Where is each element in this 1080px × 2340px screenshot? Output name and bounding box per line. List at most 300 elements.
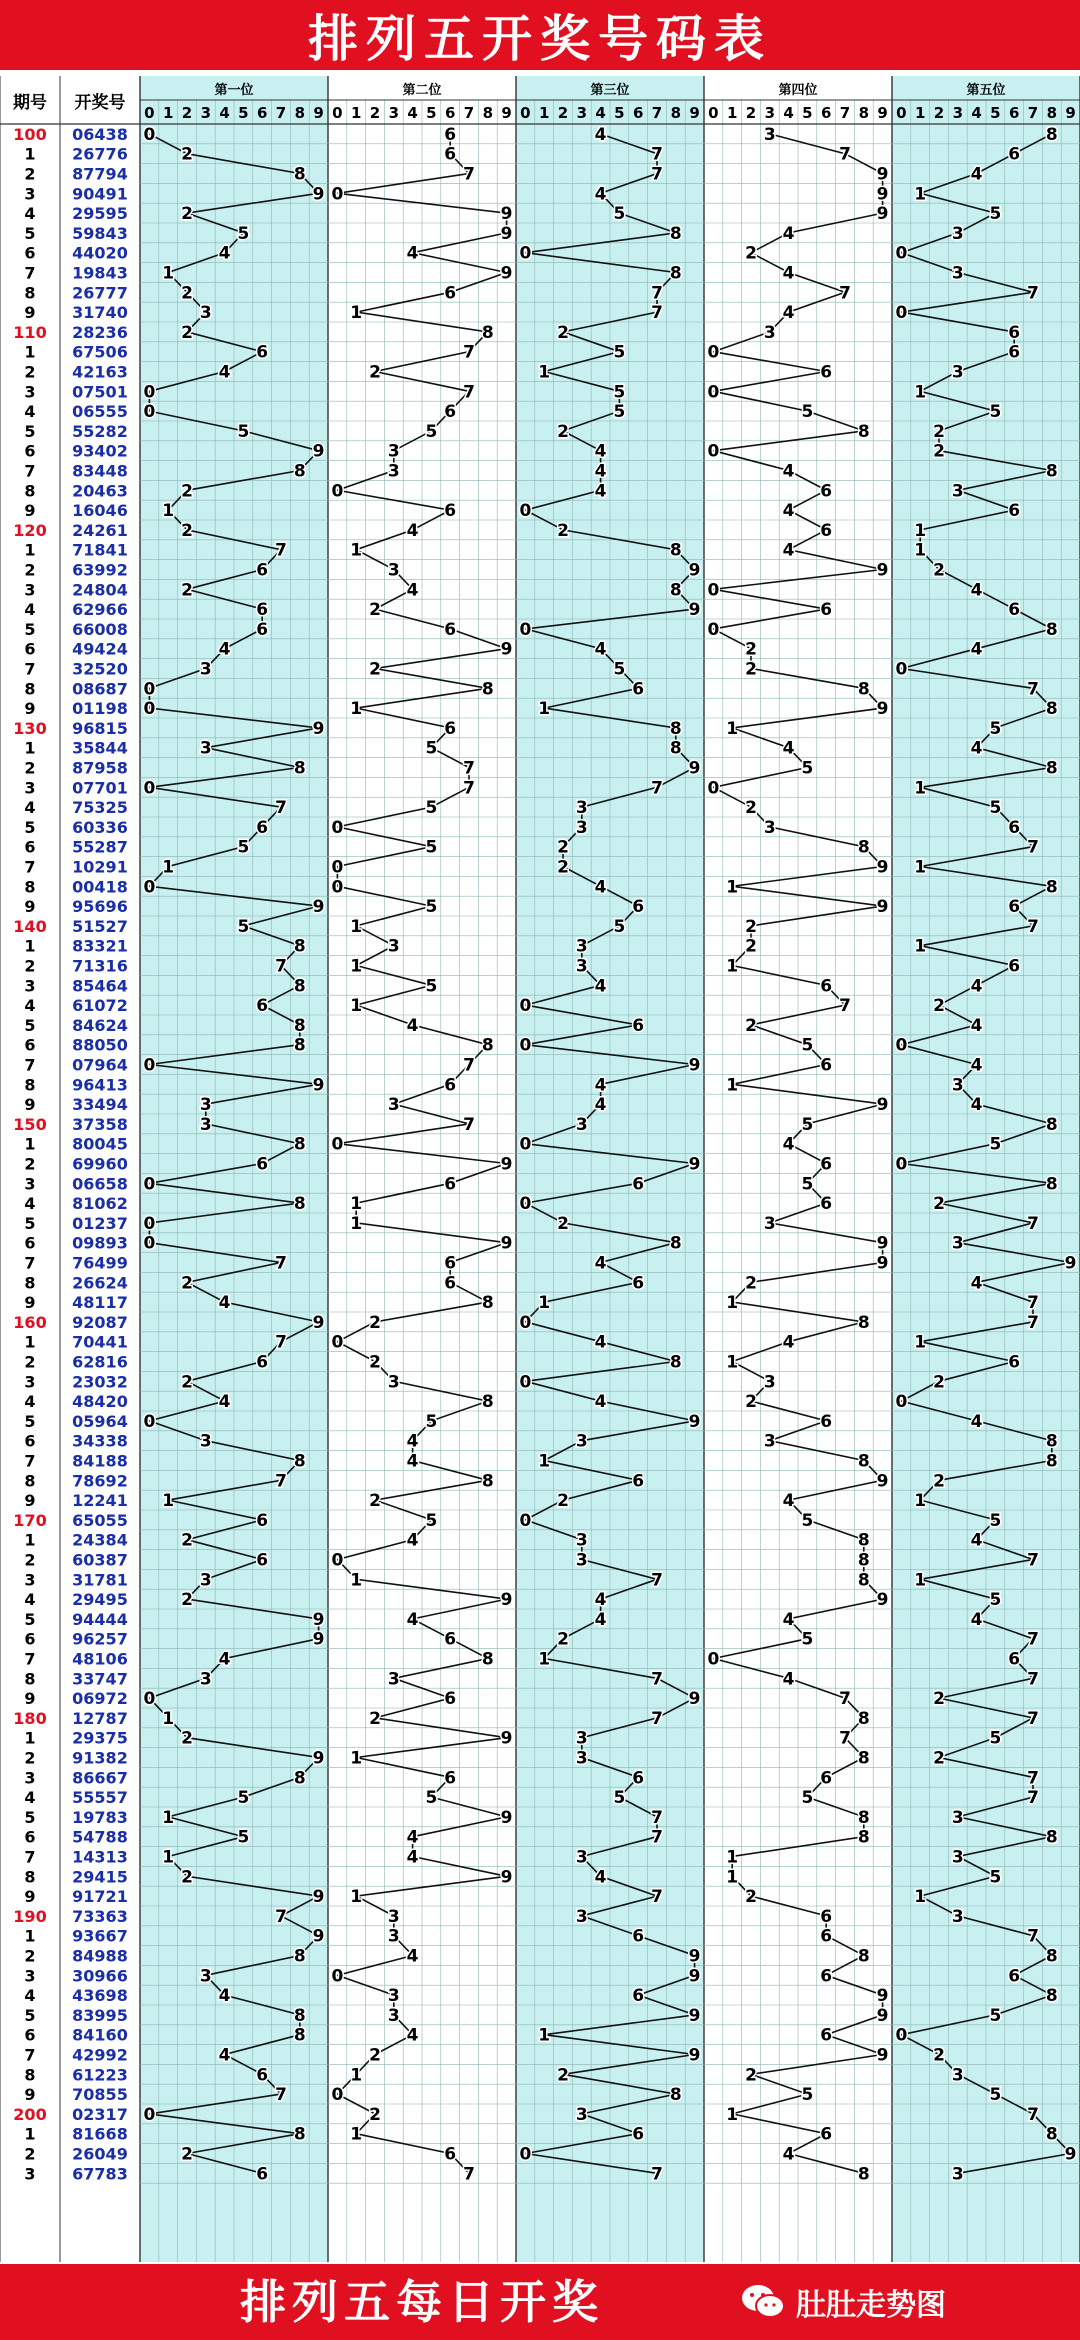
digit-marker: 2 (745, 1015, 757, 1036)
digit-header: 4 (407, 104, 418, 122)
draw-number: 42992 (72, 2045, 128, 2065)
digit-marker: 3 (199, 1095, 212, 1116)
digit-marker: 2 (933, 2045, 945, 2066)
digit-marker: 1 (914, 184, 927, 205)
digit-marker: 1 (726, 1293, 739, 1314)
digit-marker: 1 (914, 1332, 927, 1353)
draw-number: 93667 (72, 1926, 128, 1946)
position-header: 第三位 (590, 83, 630, 98)
period-label: 9 (24, 501, 36, 521)
period-label: 7 (24, 1253, 36, 1273)
digit-marker: 5 (801, 402, 814, 423)
digit-marker: 0 (331, 857, 344, 878)
digit-marker: 6 (256, 2065, 269, 2086)
digit-marker: 7 (839, 283, 851, 304)
digit-marker: 5 (801, 1788, 814, 1809)
draw-number: 54788 (72, 1827, 128, 1847)
draw-number: 01198 (72, 699, 128, 719)
digit-marker: 7 (839, 996, 851, 1017)
draw-number: 24384 (72, 1530, 128, 1550)
digit-marker: 4 (970, 1273, 983, 1294)
draw-number: 62966 (72, 600, 128, 620)
digit-header: 8 (1046, 104, 1058, 122)
digit-marker: 5 (425, 798, 438, 819)
draw-number: 33494 (72, 1095, 128, 1115)
period-label: 9 (24, 303, 36, 323)
digit-marker: 5 (989, 204, 1002, 225)
digit-marker: 6 (632, 679, 645, 700)
digit-marker: 4 (594, 461, 607, 482)
digit-header: 0 (520, 104, 531, 122)
digit-marker: 6 (632, 1015, 645, 1036)
draw-number: 16046 (72, 501, 128, 521)
digit-marker: 1 (538, 1451, 551, 1472)
digit-marker: 7 (1027, 1293, 1039, 1314)
digit-marker: 8 (857, 679, 870, 700)
period-label: 1 (24, 144, 36, 164)
draw-number: 92087 (72, 1312, 128, 1332)
digit-marker: 0 (519, 1372, 532, 1393)
digit-marker: 6 (1008, 1352, 1021, 1373)
digit-marker: 5 (237, 837, 250, 858)
digit-marker: 5 (613, 204, 626, 225)
digit-marker: 8 (1045, 2124, 1058, 2145)
digit-marker: 8 (481, 1392, 494, 1413)
digit-marker: 1 (350, 1748, 363, 1769)
digit-marker: 0 (143, 1213, 156, 1234)
digit-marker: 2 (369, 1708, 381, 1729)
digit-marker: 3 (387, 1669, 400, 1690)
digit-marker: 6 (820, 1411, 833, 1432)
period-label: 8 (24, 1471, 36, 1491)
digit-marker: 7 (651, 1827, 663, 1848)
digit-marker: 6 (632, 1273, 645, 1294)
digit-marker: 4 (406, 1827, 419, 1848)
draw-number: 70441 (72, 1332, 128, 1352)
digit-marker: 4 (594, 1253, 607, 1274)
digit-marker: 0 (331, 184, 344, 205)
draw-number: 94444 (72, 1609, 128, 1629)
digit-marker: 1 (350, 1213, 363, 1234)
digit-marker: 4 (406, 1946, 419, 1967)
digit-marker: 4 (406, 1431, 419, 1452)
digit-marker: 1 (726, 1867, 739, 1888)
digit-marker: 8 (293, 461, 306, 482)
digit-marker: 6 (820, 2124, 833, 2145)
digit-marker: 9 (876, 204, 889, 225)
digit-marker: 7 (1027, 1550, 1039, 1571)
digit-marker: 3 (199, 738, 212, 759)
digit-marker: 2 (557, 421, 569, 442)
digit-marker: 6 (820, 1194, 833, 1215)
digit-marker: 8 (669, 2085, 682, 2106)
digit-marker: 6 (820, 976, 833, 997)
digit-header: 3 (952, 104, 964, 122)
digit-marker: 7 (651, 144, 663, 165)
digit-marker: 9 (312, 718, 325, 739)
digit-marker: 5 (425, 1788, 438, 1809)
digit-marker: 9 (312, 441, 325, 462)
digit-marker: 2 (369, 1491, 381, 1512)
digit-marker: 9 (876, 1590, 889, 1611)
digit-marker: 4 (782, 2144, 795, 2165)
digit-marker: 2 (181, 1728, 193, 1749)
digit-header: 9 (313, 104, 324, 122)
digit-marker: 5 (801, 1629, 814, 1650)
digit-marker: 5 (425, 1510, 438, 1531)
digit-header: 5 (614, 104, 625, 122)
draw-number: 63992 (72, 560, 128, 580)
digit-marker: 9 (876, 560, 889, 581)
digit-marker: 5 (613, 342, 626, 363)
digit-marker: 7 (1027, 837, 1039, 858)
digit-marker: 9 (500, 204, 513, 225)
digit-marker: 6 (820, 1055, 833, 1076)
digit-marker: 7 (1027, 1768, 1039, 1789)
draw-number: 66008 (72, 619, 128, 639)
digit-marker: 7 (651, 778, 663, 799)
period-label: 8 (24, 283, 36, 303)
digit-marker: 6 (1008, 1966, 1021, 1987)
digit-marker: 3 (199, 303, 212, 324)
digit-marker: 8 (857, 421, 870, 442)
digit-marker: 9 (688, 1411, 701, 1432)
period-label: 6 (24, 243, 36, 263)
digit-marker: 1 (726, 2104, 739, 2125)
digit-marker: 8 (857, 1530, 870, 1551)
draw-number: 81062 (72, 1194, 128, 1214)
digit-marker: 5 (237, 421, 250, 442)
digit-header: 5 (426, 104, 437, 122)
digit-marker: 1 (914, 1570, 927, 1591)
digit-marker: 2 (369, 1352, 381, 1373)
period-label: 120 (13, 520, 47, 540)
digit-marker: 2 (369, 1312, 381, 1333)
digit-marker: 5 (425, 897, 438, 918)
period-label: 3 (24, 184, 36, 204)
digit-marker: 7 (1027, 1708, 1039, 1729)
digit-marker: 4 (406, 1609, 419, 1630)
digit-marker: 6 (256, 2164, 269, 2185)
digit-marker: 9 (312, 1887, 325, 1908)
digit-marker: 8 (293, 2124, 306, 2145)
digit-marker: 0 (143, 877, 156, 898)
period-label: 7 (24, 1649, 36, 1669)
draw-number: 96413 (72, 1075, 128, 1095)
digit-marker: 0 (895, 2025, 908, 2046)
draw-number: 24804 (72, 580, 128, 600)
digit-marker: 4 (406, 1530, 419, 1551)
draw-number: 65055 (72, 1510, 128, 1530)
digit-marker: 4 (970, 1055, 983, 1076)
digit-marker: 0 (895, 1154, 908, 1175)
draw-number: 71316 (72, 956, 128, 976)
digit-marker: 4 (218, 2045, 231, 2066)
digit-marker: 6 (444, 1075, 457, 1096)
draw-number: 44020 (72, 243, 128, 263)
digit-marker: 1 (350, 1570, 363, 1591)
draw-number: 83448 (72, 461, 128, 481)
digit-header: 6 (444, 104, 456, 122)
period-label: 170 (13, 1510, 47, 1530)
digit-marker: 8 (481, 1035, 494, 1056)
digit-marker: 3 (199, 1570, 212, 1591)
draw-number: 19843 (72, 263, 128, 283)
digit-marker: 3 (575, 817, 588, 838)
draw-number: 84624 (72, 1015, 128, 1035)
digit-header: 2 (557, 104, 569, 122)
digit-marker: 6 (256, 996, 269, 1017)
digit-marker: 3 (951, 263, 964, 284)
digit-marker: 9 (312, 1609, 325, 1630)
digit-marker: 9 (876, 184, 889, 205)
digit-marker: 9 (312, 1312, 325, 1333)
draw-number: 30966 (72, 1966, 128, 1986)
digit-marker: 2 (181, 322, 193, 343)
digit-marker: 5 (237, 1827, 250, 1848)
digit-marker: 8 (1045, 461, 1058, 482)
period-label: 3 (24, 580, 36, 600)
digit-marker: 4 (594, 124, 607, 145)
digit-marker: 6 (444, 402, 457, 423)
digit-marker: 3 (575, 2104, 588, 2125)
digit-marker: 9 (876, 857, 889, 878)
digit-marker: 9 (312, 1748, 325, 1769)
draw-number: 67506 (72, 342, 128, 362)
digit-marker: 0 (707, 342, 720, 363)
digit-marker: 1 (162, 1708, 175, 1729)
digit-marker: 8 (1045, 1827, 1058, 1848)
digit-marker: 4 (594, 1609, 607, 1630)
period-label: 2 (24, 2144, 36, 2164)
digit-marker: 8 (669, 738, 682, 759)
digit-marker: 6 (256, 1510, 269, 1531)
digit-marker: 3 (951, 1906, 964, 1927)
digit-marker: 4 (782, 540, 795, 561)
digit-marker: 6 (1008, 817, 1021, 838)
digit-marker: 3 (575, 1906, 588, 1927)
period-label: 9 (24, 699, 36, 719)
digit-marker: 6 (632, 1471, 645, 1492)
digit-header: 6 (1008, 104, 1020, 122)
digit-marker: 0 (331, 1966, 344, 1987)
draw-number: 62816 (72, 1352, 128, 1372)
digit-marker: 6 (820, 481, 833, 502)
digit-marker: 8 (857, 2164, 870, 2185)
digit-header: 0 (332, 104, 343, 122)
position-header: 第四位 (778, 83, 818, 98)
digit-header: 5 (990, 104, 1001, 122)
digit-marker: 7 (651, 1570, 663, 1591)
period-label: 2 (24, 1748, 36, 1768)
digit-marker: 0 (331, 2085, 344, 2106)
digit-marker: 6 (1008, 956, 1021, 977)
digit-header: 4 (783, 104, 794, 122)
digit-marker: 5 (801, 1174, 814, 1195)
digit-marker: 1 (726, 1352, 739, 1373)
period-label: 2 (24, 1352, 36, 1372)
digit-header: 0 (708, 104, 719, 122)
digit-header: 2 (369, 104, 381, 122)
digit-header: 8 (482, 104, 494, 122)
digit-marker: 4 (594, 441, 607, 462)
digit-marker: 6 (1008, 342, 1021, 363)
digit-marker: 6 (632, 1986, 645, 2007)
digit-marker: 9 (688, 600, 701, 621)
digit-marker: 3 (387, 2005, 400, 2026)
digit-marker: 6 (820, 2025, 833, 2046)
digit-marker: 7 (1027, 2104, 1039, 2125)
digit-marker: 8 (669, 718, 682, 739)
draw-number: 26777 (72, 283, 128, 303)
digit-marker: 5 (425, 976, 438, 997)
digit-marker: 0 (143, 382, 156, 403)
digit-header: 0 (144, 104, 155, 122)
digit-marker: 3 (951, 481, 964, 502)
digit-marker: 0 (143, 778, 156, 799)
digit-marker: 8 (293, 758, 306, 779)
digit-marker: 6 (444, 1629, 457, 1650)
digit-marker: 5 (989, 1134, 1002, 1155)
digit-marker: 2 (181, 520, 193, 541)
draw-number: 55557 (72, 1788, 128, 1808)
digit-marker: 2 (557, 837, 569, 858)
draw-number: 75325 (72, 798, 128, 818)
digit-marker: 9 (1064, 2144, 1077, 2165)
digit-marker: 4 (406, 1015, 419, 1036)
page-title: 排列五开奖号码表 (308, 9, 772, 68)
digit-marker: 4 (970, 580, 983, 601)
digit-marker: 4 (782, 1609, 795, 1630)
digit-marker: 1 (914, 382, 927, 403)
digit-marker: 5 (613, 916, 626, 937)
period-label: 8 (24, 2065, 36, 2085)
digit-marker: 5 (425, 738, 438, 759)
digit-marker: 1 (914, 778, 927, 799)
period-label: 7 (24, 857, 36, 877)
digit-marker: 7 (839, 144, 851, 165)
draw-number: 91382 (72, 1748, 128, 1768)
digit-marker: 3 (575, 1114, 588, 1135)
digit-marker: 1 (914, 540, 927, 561)
digit-marker: 9 (500, 639, 513, 660)
period-label: 6 (24, 1233, 36, 1253)
period-label: 8 (24, 877, 36, 897)
digit-marker: 3 (199, 1966, 212, 1987)
digit-header: 9 (877, 104, 888, 122)
digit-marker: 8 (857, 837, 870, 858)
digit-marker: 0 (143, 1055, 156, 1076)
digit-marker: 9 (876, 1471, 889, 1492)
digit-marker: 3 (387, 441, 400, 462)
digit-marker: 1 (538, 362, 551, 383)
digit-marker: 4 (594, 1332, 607, 1353)
digit-marker: 1 (350, 996, 363, 1017)
period-label: 5 (24, 2005, 36, 2025)
digit-marker: 8 (1045, 1946, 1058, 1967)
digit-marker: 8 (857, 1827, 870, 1848)
digit-header: 6 (256, 104, 268, 122)
digit-marker: 9 (312, 1629, 325, 1650)
digit-marker: 6 (1008, 501, 1021, 522)
digit-marker: 2 (745, 1887, 757, 1908)
digit-marker: 4 (594, 1392, 607, 1413)
digit-marker: 8 (1045, 1431, 1058, 1452)
digit-header: 1 (726, 104, 738, 122)
draw-number: 29595 (72, 204, 128, 224)
period-label: 130 (13, 718, 47, 738)
period-label: 7 (24, 1451, 36, 1471)
digit-marker: 4 (594, 1075, 607, 1096)
digit-marker: 2 (557, 322, 569, 343)
digit-marker: 2 (369, 659, 381, 680)
digit-marker: 4 (594, 1590, 607, 1611)
number-column-header: 开奖号 (74, 93, 126, 113)
digit-marker: 6 (1008, 144, 1021, 165)
digit-marker: 3 (575, 1431, 588, 1452)
digit-marker: 1 (350, 1887, 363, 1908)
period-label: 6 (24, 441, 36, 461)
digit-marker: 8 (293, 936, 306, 957)
footer-title: 排列五每日开奖 (240, 2275, 604, 2329)
digit-marker: 1 (726, 956, 739, 977)
digit-marker: 2 (933, 560, 945, 581)
period-label: 150 (13, 1114, 47, 1134)
draw-number: 76499 (72, 1253, 128, 1273)
digit-marker: 1 (162, 1807, 175, 1828)
digit-marker: 6 (632, 1926, 645, 1947)
digit-marker: 1 (350, 916, 363, 937)
digit-marker: 1 (350, 2124, 363, 2145)
digit-marker: 5 (425, 1411, 438, 1432)
digit-marker: 1 (162, 857, 175, 878)
draw-number: 73363 (72, 1906, 128, 1926)
period-label: 3 (24, 382, 36, 402)
period-label: 1 (24, 1332, 36, 1352)
digit-marker: 6 (444, 718, 457, 739)
digit-marker: 3 (951, 362, 964, 383)
digit-marker: 9 (876, 699, 889, 720)
period-label: 8 (24, 1075, 36, 1095)
period-label: 6 (24, 1629, 36, 1649)
digit-marker: 5 (237, 916, 250, 937)
draw-number: 26624 (72, 1273, 128, 1293)
digit-marker: 1 (726, 718, 739, 739)
digit-marker: 9 (876, 2005, 889, 2026)
digit-marker: 1 (350, 699, 363, 720)
draw-number: 12787 (72, 1708, 128, 1728)
digit-marker: 6 (1008, 322, 1021, 343)
period-label: 1 (24, 936, 36, 956)
digit-marker: 4 (406, 1847, 419, 1868)
digit-marker: 9 (500, 223, 513, 244)
digit-marker: 6 (820, 520, 833, 541)
draw-number: 84188 (72, 1451, 128, 1471)
digit-marker: 8 (293, 1134, 306, 1155)
digit-marker: 6 (1008, 1649, 1021, 1670)
digit-marker: 6 (444, 1174, 457, 1195)
digit-header: 9 (501, 104, 512, 122)
digit-marker: 9 (688, 560, 701, 581)
digit-marker: 7 (651, 1708, 663, 1729)
digit-marker: 9 (876, 1233, 889, 1254)
brand (740, 2264, 946, 2340)
digit-marker: 3 (951, 2164, 964, 2185)
digit-marker: 7 (463, 1114, 475, 1135)
draw-number: 05964 (72, 1411, 128, 1431)
digit-marker: 0 (895, 243, 908, 264)
digit-header: 7 (463, 104, 475, 122)
